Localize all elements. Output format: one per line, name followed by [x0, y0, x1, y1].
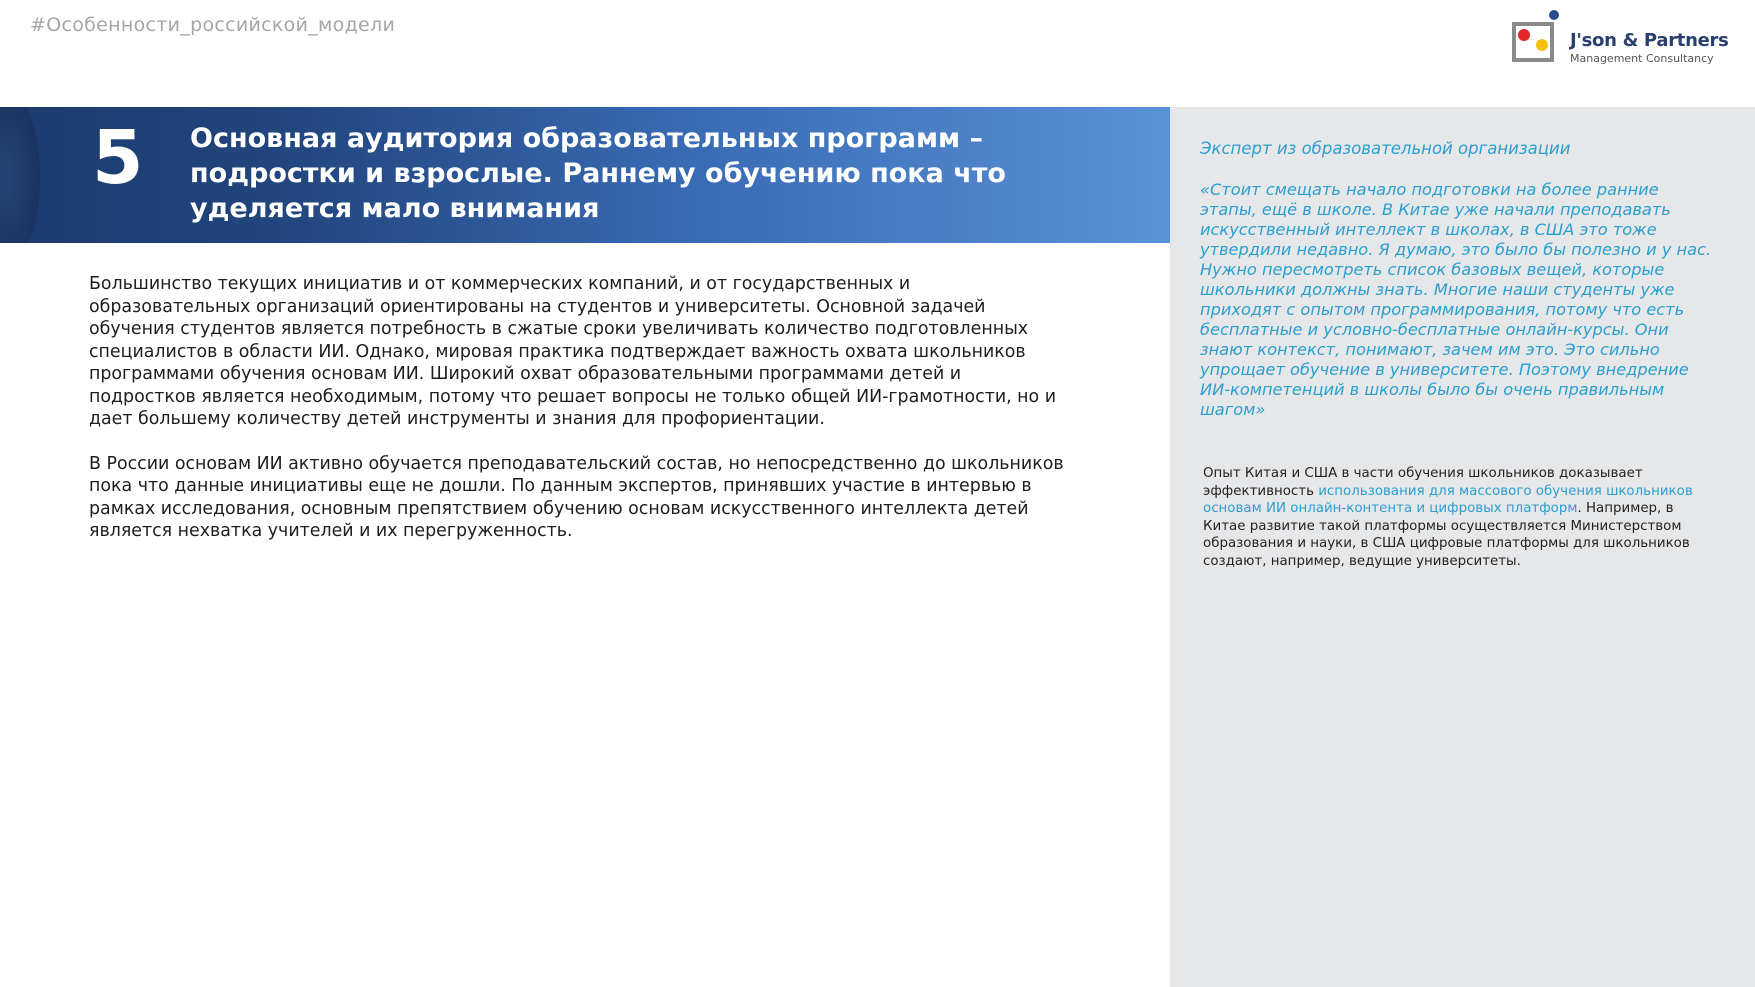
section-title: Основная аудитория образовательных программ – подростки и взрослые. Раннему обучению пока что уделяется мало внимания — [190, 123, 1006, 224]
note-text: Опыт Китая и США в части обучения школьников доказывает эффективность — [1203, 466, 1643, 499]
expert-label: Эксперт из образовательной организации — [1200, 139, 1571, 158]
paragraph: Большинство текущих инициатив и от коммерческих компаний, и от государственных и образовательных организаций ориентированы на студентов и университеты. Основной задачей обучения студентов является потребность в сжатые сроки увеличивать количество подготовленных специалистов в области ИИ. Однако, мировая практика подтверждает важность охвата школьников программами обучения основам ИИ. Широкий охват образовательными программами детей и подростков является необходимым, потому что решает вопросы не только общей ИИ-грамотности, но и дает большему количеству детей инструменты и знания для профориентации. — [89, 274, 1057, 429]
note-text: . Например, в Китае развитие такой платформы осуществляется Министерством образования и науки, в США цифровые платформы для школьников создают, например, ведущие университеты. — [1203, 501, 1690, 569]
section-hashtag: #Особенности_российской_модели — [30, 14, 396, 36]
sidebar-note — [1203, 465, 1708, 570]
logo-mark-icon — [1512, 8, 1568, 66]
logo-subtitle: Management Consultancy — [1570, 52, 1714, 65]
logo-name: J'son & Partners — [1570, 30, 1729, 51]
section-banner — [0, 107, 1170, 243]
paragraph: В России основам ИИ активно обучается преподавательский состав, но непосредственно до школьников пока что данные инициативы еще не дошли. По данным экспертов, принявших участие в интервью в рамках исследования, основным препятствием обучению основам искусственного интеллекта детей является нехватка учителей и их перегруженность. — [89, 453, 1064, 541]
note-highlight: использования для массового обучения школьников основам ИИ онлайн-контента и цифровых платформ — [1203, 483, 1693, 516]
expert-quote: «Стоит смещать начало подготовки на более ранние этапы, ещё в школе. В Китае уже начали преподавать искусственный интеллект в школах, в США это тоже утвердили недавно. Я думаю, это было бы полезно и у нас. Нужно пересмотреть список базовых вещей, которые школьники должны знать. Многие наши студенты уже приходят с опытом программирования, потому что есть бесплатные и условно-бесплатные онлайн-курсы. Они знают контекст, понимают, зачем им это. Это сильно упрощает обучение в университете. Поэтому внедрение ИИ-компетенций в школы было бы очень правильным шагом» — [1200, 180, 1712, 419]
section-number: 5 — [92, 115, 144, 201]
expert-sidebar — [1170, 107, 1755, 987]
main-text — [89, 273, 1064, 565]
company-logo — [1512, 8, 1727, 68]
banner-decoration — [0, 107, 40, 243]
